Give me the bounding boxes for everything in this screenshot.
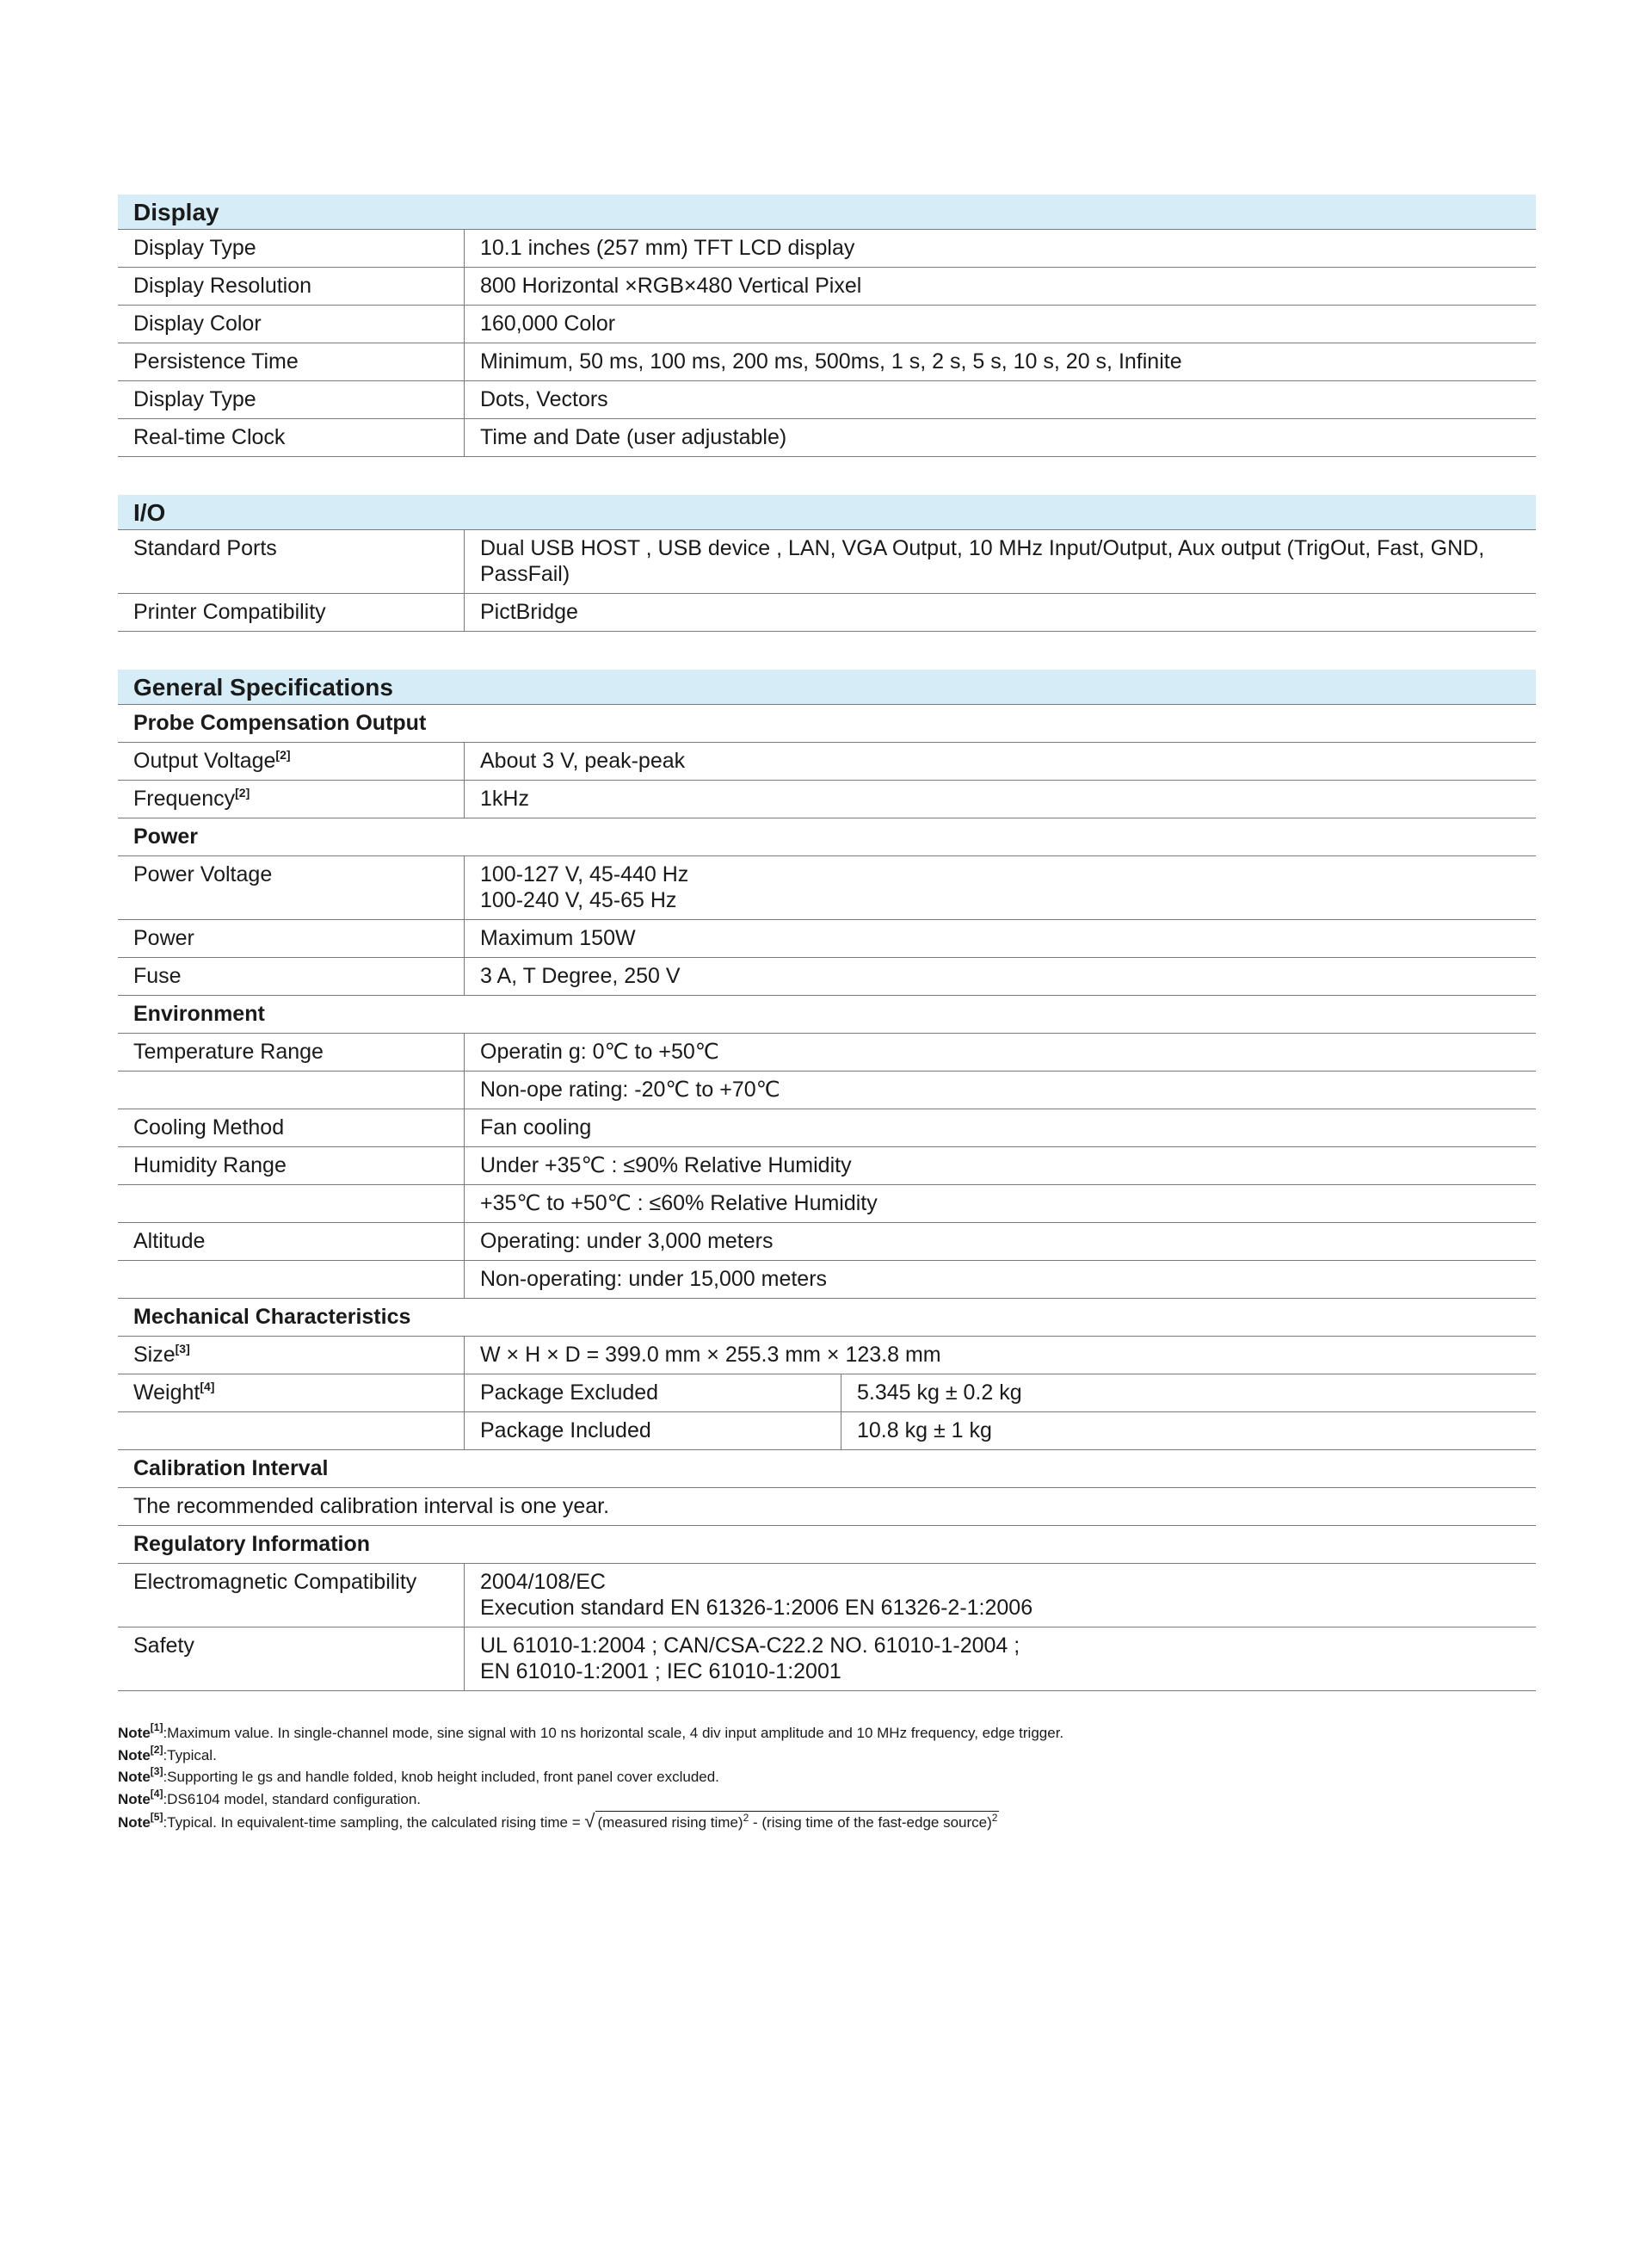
footnote-text: :Typical. In equivalent-time sampling, the calculated rising time = [163, 1814, 585, 1831]
row-subkey: Package Included [465, 1412, 841, 1449]
note-label: Note [118, 1769, 151, 1785]
footnote [118, 1788, 1536, 1811]
row-label: Persistence Time [118, 343, 465, 380]
calibration-text: The recommended calibration interval is one year. [118, 1488, 1536, 1526]
row-label [118, 1374, 465, 1411]
note-label: Note [118, 1790, 151, 1807]
row-label: Fuse [118, 958, 465, 995]
footnote [118, 1745, 1536, 1767]
row-value: 5.345 kg ± 0.2 kg [857, 1380, 1022, 1405]
subheading-calibration: Calibration Interval [118, 1450, 1536, 1488]
row-label: Safety [118, 1627, 465, 1690]
table-row [118, 594, 1536, 632]
row-label: Display Color [118, 306, 465, 343]
value-line: EN 61010-1:2001 ; IEC 61010-1:2001 [480, 1659, 841, 1683]
row-value: 10.1 inches (257 mm) TFT LCD display [480, 236, 855, 260]
row-label: Printer Compatibility [118, 594, 465, 631]
row-value: 800 Horizontal ×RGB×480 Vertical Pixel [480, 274, 862, 298]
table-row [118, 1261, 1536, 1299]
row-value [465, 1564, 1536, 1627]
value-line: Execution standard EN 61326-1:2006 EN 61326-2-1:2006 [480, 1596, 1033, 1620]
footnote-text: :Typical. [163, 1746, 217, 1763]
footnote-ref: [2] [275, 748, 291, 762]
table-row [118, 958, 1536, 996]
table-row [118, 856, 1536, 920]
row-value: Minimum, 50 ms, 100 ms, 200 ms, 500ms, 1 s, 2 s, 5 s, 10 s, 20 s, Infinite [480, 349, 1182, 374]
row-label: Electromagnetic Compatibility [118, 1564, 465, 1627]
subheading-probe: Probe Compensation Output [118, 705, 1536, 743]
row-value: Maximum 150W [480, 926, 636, 950]
note-label: Note [118, 1814, 151, 1831]
row-subkey: Package Excluded [465, 1374, 841, 1411]
footnote-text: :Supporting le gs and handle folded, knob height included, front panel cover excluded. [163, 1769, 719, 1785]
footnote [118, 1766, 1536, 1788]
table-row [118, 306, 1536, 343]
row-label-empty [118, 1412, 465, 1449]
row-value: About 3 V, peak-peak [480, 749, 686, 773]
table-row [118, 1185, 1536, 1223]
formula-term: (rising time of the fast-edge source) [761, 1814, 992, 1831]
table-row [118, 743, 1536, 781]
row-label: Cooling Method [118, 1109, 465, 1146]
subheading-mechanical: Mechanical Characteristics [118, 1299, 1536, 1337]
row-value: Dots, Vectors [480, 387, 608, 411]
formula-radicand [595, 1811, 999, 1834]
footnote-text: :Maximum value. In single-channel mode, sine signal with 10 ns horizontal scale, 4 div input amplitude and 10 MHz frequency, edge trigger. [163, 1725, 1064, 1741]
subheading-regulatory: Regulatory Information [118, 1526, 1536, 1564]
row-value: 160,000 Color [480, 312, 616, 336]
row-label [118, 781, 465, 818]
row-label: Altitude [118, 1223, 465, 1260]
row-label: Temperature Range [118, 1034, 465, 1071]
table-row [118, 1034, 1536, 1072]
row-label [118, 1337, 465, 1374]
radical-sign: √ [584, 1810, 595, 1831]
row-value: Non-operating: under 15,000 meters [480, 1267, 828, 1291]
table-row [118, 1564, 1536, 1627]
table-row [118, 1337, 1536, 1374]
row-value: Non-ope rating: -20℃ to +70℃ [480, 1078, 780, 1102]
table-row [118, 1072, 1536, 1109]
formula-term: (measured rising time) [597, 1814, 743, 1831]
display-section [118, 195, 1536, 457]
formula-exponent: 2 [743, 1812, 749, 1824]
row-value: 1kHz [480, 787, 529, 811]
row-label-empty [118, 1185, 465, 1222]
formula-minus: - [749, 1814, 762, 1831]
footnote [118, 1722, 1536, 1745]
footnote-number: [1] [150, 1721, 163, 1733]
footnote-number: [5] [150, 1811, 163, 1823]
table-row [118, 419, 1536, 457]
table-row [118, 1374, 1536, 1412]
row-value: Time and Date (user adjustable) [480, 425, 787, 449]
row-label: Humidity Range [118, 1147, 465, 1184]
row-label: Real-time Clock [118, 419, 465, 456]
row-value [465, 1627, 1536, 1690]
table-row [118, 1147, 1536, 1185]
subheading-power: Power [118, 818, 1536, 856]
table-row [118, 1412, 1536, 1450]
value-line: 100-127 V, 45-440 Hz [480, 862, 689, 886]
row-value: W × H × D = 399.0 mm × 255.3 mm × 123.8 mm [480, 1343, 941, 1367]
row-value: PictBridge [480, 600, 578, 624]
footnote [118, 1810, 1536, 1834]
row-label-empty [118, 1261, 465, 1298]
row-value: +35℃ to +50℃ : ≤60% Relative Humidity [480, 1191, 878, 1215]
footnote-number: [4] [150, 1787, 163, 1800]
row-value: Operating: under 3,000 meters [480, 1229, 774, 1253]
value-line: 2004/108/EC [480, 1570, 606, 1594]
footnote-text: :DS6104 model, standard configuration. [163, 1790, 422, 1807]
row-label: Power Voltage [118, 856, 465, 919]
row-label: Display Type [118, 381, 465, 418]
row-label: Display Resolution [118, 268, 465, 305]
footnote-ref: [4] [200, 1380, 215, 1393]
section-heading-display: Display [118, 195, 1536, 230]
value-line: UL 61010-1:2004 ; CAN/CSA-C22.2 NO. 61010-1-2004 ; [480, 1634, 1020, 1658]
table-row [118, 920, 1536, 958]
table-row [118, 1223, 1536, 1261]
note-label: Note [118, 1746, 151, 1763]
footnote-ref: [2] [235, 786, 250, 800]
row-value: Dual USB HOST , USB device , LAN, VGA Output, 10 MHz Input/Output, Aux output (TrigOut, Fast, GND, PassFail) [480, 536, 1485, 586]
row-label [118, 743, 465, 780]
row-label-empty [118, 1072, 465, 1109]
row-label: Standard Ports [118, 530, 465, 593]
spec-page [118, 195, 1536, 1834]
table-row [118, 343, 1536, 381]
footnote-ref: [3] [175, 1342, 190, 1356]
table-row [118, 381, 1536, 419]
table-row [118, 1109, 1536, 1147]
io-section [118, 495, 1536, 632]
label-text: Frequency [133, 787, 236, 811]
footnote-number: [2] [150, 1743, 163, 1756]
table-row [118, 230, 1536, 268]
note-label: Note [118, 1725, 151, 1741]
table-row [118, 1627, 1536, 1691]
row-value [465, 856, 1536, 919]
row-value: Under +35℃ : ≤90% Relative Humidity [480, 1153, 852, 1177]
value-line: 100-240 V, 45-65 Hz [480, 888, 677, 912]
row-value: 3 A, T Degree, 250 V [480, 964, 681, 988]
section-heading-io: I/O [118, 495, 1536, 530]
section-heading-general: General Specifications [118, 670, 1536, 705]
table-row [118, 530, 1536, 594]
row-value: 10.8 kg ± 1 kg [857, 1418, 992, 1442]
label-text: Weight [133, 1380, 200, 1405]
table-row [118, 268, 1536, 306]
row-label: Power [118, 920, 465, 957]
subheading-environment: Environment [118, 996, 1536, 1034]
row-value: Operatin g: 0℃ to +50℃ [480, 1040, 719, 1064]
general-section [118, 670, 1536, 1691]
row-label: Display Type [118, 230, 465, 267]
label-text: Size [133, 1343, 176, 1367]
table-row [118, 781, 1536, 818]
formula-exponent: 2 [991, 1812, 998, 1824]
row-value: Fan cooling [480, 1115, 592, 1140]
footnotes [118, 1722, 1536, 1834]
label-text: Output Voltage [133, 749, 276, 773]
footnote-number: [3] [150, 1765, 163, 1777]
